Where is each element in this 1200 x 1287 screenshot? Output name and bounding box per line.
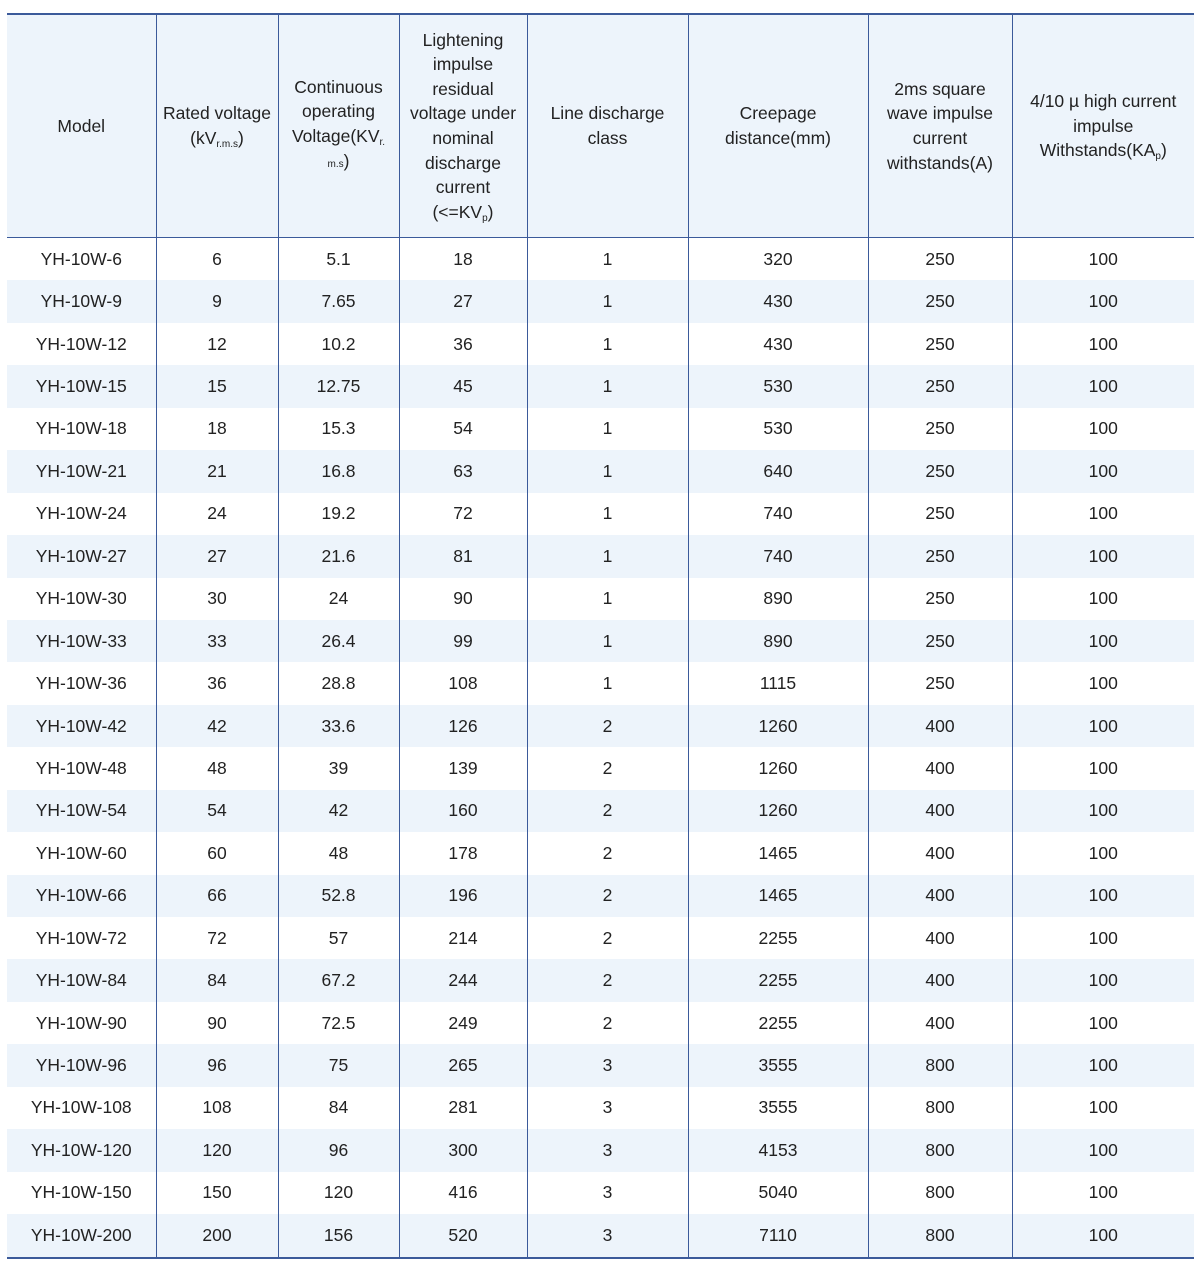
cell-creepage: 890	[688, 620, 868, 662]
cell-model: YH-10W-27	[35, 545, 127, 566]
cell-rated-voltage: 150	[156, 1172, 278, 1214]
cell-creepage: 430	[688, 323, 868, 365]
cell-high-current: 100	[1012, 959, 1194, 1001]
cell-high-current: 100	[1012, 238, 1194, 281]
cell-high-current: 100	[1012, 1214, 1194, 1257]
header-rated-voltage-sub: r.m.s	[216, 139, 239, 150]
cell-creepage: 530	[688, 365, 868, 407]
cell-discharge-class: 1	[527, 238, 688, 281]
cell-creepage: 4153	[688, 1129, 868, 1171]
table-row	[7, 1214, 1194, 1257]
cell-model: YH-10W-200	[30, 1224, 132, 1245]
cell-rated-voltage: 6	[156, 238, 278, 281]
cell-square-wave: 800	[868, 1087, 1012, 1129]
header-high-current-close: )	[1160, 140, 1167, 161]
cell-residual-voltage: 520	[399, 1214, 527, 1257]
table-row	[7, 832, 1194, 874]
cell-discharge-class: 1	[527, 450, 688, 492]
cell-square-wave: 400	[868, 832, 1012, 874]
cell-rated-voltage: 15	[156, 365, 278, 407]
cell-continuous-voltage: 26.4	[278, 620, 399, 662]
table-row	[7, 1087, 1194, 1129]
cell-high-current: 100	[1012, 1044, 1194, 1086]
header-discharge-class	[527, 14, 688, 238]
cell-continuous-voltage: 57	[278, 917, 399, 959]
table-row	[7, 620, 1194, 662]
cell-high-current: 100	[1012, 790, 1194, 832]
cell-residual-voltage: 18	[399, 238, 527, 281]
cell-rated-voltage: 60	[156, 832, 278, 874]
cell-creepage: 530	[688, 408, 868, 450]
cell-square-wave: 400	[868, 1002, 1012, 1044]
cell-residual-voltage: 81	[399, 535, 527, 577]
cell-model: YH-10W-108	[30, 1097, 132, 1118]
header-model	[7, 14, 156, 238]
cell-creepage: 640	[688, 450, 868, 492]
cell-residual-voltage: 99	[399, 620, 527, 662]
cell-residual-voltage: 160	[399, 790, 527, 832]
cell-square-wave: 250	[868, 578, 1012, 620]
cell-residual-voltage: 178	[399, 832, 527, 874]
cell-discharge-class: 3	[527, 1044, 688, 1086]
header-high-current-label: 4/10 µ high current impulse Withstands(KA	[1030, 91, 1177, 161]
cell-discharge-class: 2	[527, 917, 688, 959]
table-row	[7, 1044, 1194, 1086]
cell-discharge-class: 1	[527, 365, 688, 407]
header-creepage-label: Creepage distance(mm)	[725, 103, 831, 148]
cell-high-current: 100	[1012, 1087, 1194, 1129]
table-body	[7, 238, 1194, 1258]
cell-model: YH-10W-90	[35, 1012, 127, 1033]
header-continuous-voltage-sub: r.	[379, 137, 386, 148]
cell-square-wave: 250	[868, 323, 1012, 365]
cell-high-current: 100	[1012, 535, 1194, 577]
cell-square-wave: 250	[868, 620, 1012, 662]
cell-model: YH-10W-66	[35, 885, 127, 906]
cell-high-current: 100	[1012, 578, 1194, 620]
cell-continuous-voltage: 96	[278, 1129, 399, 1171]
cell-rated-voltage: 66	[156, 875, 278, 917]
table-row	[7, 747, 1194, 789]
header-continuous-voltage-sub2: m.s	[327, 158, 344, 170]
table-row	[7, 280, 1194, 322]
table-header	[7, 14, 1194, 238]
cell-continuous-voltage: 39	[278, 747, 399, 789]
cell-continuous-voltage: 24	[278, 578, 399, 620]
cell-discharge-class: 1	[527, 493, 688, 535]
cell-high-current: 100	[1012, 408, 1194, 450]
cell-model: YH-10W-60	[35, 842, 127, 863]
table-row	[7, 917, 1194, 959]
cell-creepage: 1465	[688, 832, 868, 874]
cell-model: YH-10W-42	[35, 715, 127, 736]
cell-model: YH-10W-30	[35, 588, 127, 609]
cell-rated-voltage: 33	[156, 620, 278, 662]
cell-rated-voltage: 200	[156, 1214, 278, 1257]
cell-discharge-class: 2	[527, 747, 688, 789]
cell-model: YH-10W-120	[30, 1139, 132, 1160]
cell-creepage: 1260	[688, 747, 868, 789]
cell-model: YH-10W-36	[35, 673, 127, 694]
cell-continuous-voltage: 156	[278, 1214, 399, 1257]
cell-continuous-voltage: 33.6	[278, 705, 399, 747]
cell-square-wave: 800	[868, 1172, 1012, 1214]
cell-square-wave: 400	[868, 705, 1012, 747]
cell-model: YH-10W-33	[35, 630, 127, 651]
cell-discharge-class: 1	[527, 662, 688, 704]
cell-continuous-voltage: 15.3	[278, 408, 399, 450]
cell-model: YH-10W-6	[40, 248, 122, 269]
cell-creepage: 2255	[688, 917, 868, 959]
cell-square-wave: 250	[868, 408, 1012, 450]
table-row	[7, 450, 1194, 492]
cell-creepage: 1465	[688, 875, 868, 917]
cell-creepage: 890	[688, 578, 868, 620]
cell-high-current: 100	[1012, 875, 1194, 917]
cell-high-current: 100	[1012, 917, 1194, 959]
cell-continuous-voltage: 19.2	[278, 493, 399, 535]
header-creepage	[688, 14, 868, 238]
header-continuous-voltage-close: )	[343, 150, 350, 171]
table-row	[7, 578, 1194, 620]
cell-high-current: 100	[1012, 1172, 1194, 1214]
cell-residual-voltage: 249	[399, 1002, 527, 1044]
cell-model: YH-10W-9	[40, 291, 122, 312]
cell-discharge-class: 1	[527, 280, 688, 322]
cell-square-wave: 400	[868, 747, 1012, 789]
cell-residual-voltage: 139	[399, 747, 527, 789]
cell-high-current: 100	[1012, 1002, 1194, 1044]
cell-high-current: 100	[1012, 1129, 1194, 1171]
cell-rated-voltage: 84	[156, 959, 278, 1001]
cell-square-wave: 250	[868, 493, 1012, 535]
cell-rated-voltage: 108	[156, 1087, 278, 1129]
cell-rated-voltage: 12	[156, 323, 278, 365]
cell-high-current: 100	[1012, 662, 1194, 704]
header-continuous-voltage	[278, 14, 399, 238]
table-row	[7, 705, 1194, 747]
cell-high-current: 100	[1012, 620, 1194, 662]
header-residual-voltage-label: Lightening impulse residual voltage under nominal discharge current (<=KV	[409, 29, 517, 222]
cell-discharge-class: 1	[527, 578, 688, 620]
cell-discharge-class: 2	[527, 790, 688, 832]
cell-model: YH-10W-84	[35, 970, 127, 991]
cell-model: YH-10W-48	[35, 757, 127, 778]
cell-discharge-class: 3	[527, 1214, 688, 1257]
cell-rated-voltage: 27	[156, 535, 278, 577]
cell-continuous-voltage: 42	[278, 790, 399, 832]
cell-continuous-voltage: 72.5	[278, 1002, 399, 1044]
cell-square-wave: 250	[868, 238, 1012, 281]
header-square-wave	[868, 14, 1012, 238]
table-row	[7, 238, 1194, 281]
cell-rated-voltage: 96	[156, 1044, 278, 1086]
header-high-current	[1012, 14, 1194, 238]
table-row	[7, 493, 1194, 535]
table-row	[7, 875, 1194, 917]
cell-creepage: 3555	[688, 1044, 868, 1086]
header-row	[7, 14, 1194, 238]
cell-square-wave: 400	[868, 959, 1012, 1001]
cell-rated-voltage: 9	[156, 280, 278, 322]
cell-residual-voltage: 300	[399, 1129, 527, 1171]
cell-discharge-class: 2	[527, 832, 688, 874]
table-row	[7, 1002, 1194, 1044]
cell-discharge-class: 3	[527, 1087, 688, 1129]
table-row	[7, 1172, 1194, 1214]
cell-high-current: 100	[1012, 747, 1194, 789]
cell-model: YH-10W-15	[35, 376, 127, 397]
cell-discharge-class: 1	[527, 408, 688, 450]
cell-square-wave: 800	[868, 1044, 1012, 1086]
cell-discharge-class: 2	[527, 959, 688, 1001]
cell-high-current: 100	[1012, 493, 1194, 535]
cell-model: YH-10W-150	[30, 1182, 132, 1203]
cell-residual-voltage: 45	[399, 365, 527, 407]
cell-continuous-voltage: 5.1	[278, 238, 399, 281]
table-row	[7, 790, 1194, 832]
header-rated-voltage	[156, 14, 278, 238]
cell-residual-voltage: 244	[399, 959, 527, 1001]
table-row	[7, 662, 1194, 704]
cell-square-wave: 400	[868, 917, 1012, 959]
cell-square-wave: 400	[868, 875, 1012, 917]
cell-high-current: 100	[1012, 280, 1194, 322]
cell-residual-voltage: 54	[399, 408, 527, 450]
cell-creepage: 7110	[688, 1214, 868, 1257]
header-residual-voltage-sub: p	[482, 212, 488, 224]
cell-residual-voltage: 214	[399, 917, 527, 959]
header-high-current-sub: p	[1155, 151, 1161, 163]
table-row	[7, 365, 1194, 407]
cell-square-wave: 250	[868, 450, 1012, 492]
cell-discharge-class: 2	[527, 875, 688, 917]
cell-rated-voltage: 72	[156, 917, 278, 959]
header-square-wave-label: 2ms square wave impulse current withstands(A)	[886, 78, 994, 173]
cell-high-current: 100	[1012, 705, 1194, 747]
cell-creepage: 5040	[688, 1172, 868, 1214]
cell-continuous-voltage: 75	[278, 1044, 399, 1086]
header-residual-voltage	[399, 14, 527, 238]
header-continuous-voltage-label: Continuous operating Voltage(KV	[291, 76, 383, 146]
cell-creepage: 3555	[688, 1087, 868, 1129]
cell-model: YH-10W-96	[35, 1055, 127, 1076]
cell-discharge-class: 3	[527, 1129, 688, 1171]
cell-residual-voltage: 90	[399, 578, 527, 620]
header-rated-voltage-label: Rated voltage (kV	[163, 103, 271, 148]
cell-high-current: 100	[1012, 450, 1194, 492]
cell-residual-voltage: 281	[399, 1087, 527, 1129]
cell-creepage: 1260	[688, 705, 868, 747]
cell-creepage: 1115	[688, 662, 868, 704]
cell-residual-voltage: 36	[399, 323, 527, 365]
cell-continuous-voltage: 84	[278, 1087, 399, 1129]
cell-creepage: 740	[688, 493, 868, 535]
cell-rated-voltage: 42	[156, 705, 278, 747]
header-residual-voltage-close: )	[487, 201, 494, 222]
cell-residual-voltage: 108	[399, 662, 527, 704]
cell-continuous-voltage: 67.2	[278, 959, 399, 1001]
cell-rated-voltage: 24	[156, 493, 278, 535]
cell-residual-voltage: 63	[399, 450, 527, 492]
cell-discharge-class: 1	[527, 620, 688, 662]
cell-rated-voltage: 36	[156, 662, 278, 704]
header-model-label: Model	[57, 115, 106, 136]
cell-square-wave: 800	[868, 1214, 1012, 1257]
cell-square-wave: 250	[868, 662, 1012, 704]
table-row	[7, 535, 1194, 577]
cell-residual-voltage: 265	[399, 1044, 527, 1086]
cell-square-wave: 250	[868, 280, 1012, 322]
cell-model: YH-10W-54	[35, 800, 127, 821]
cell-high-current: 100	[1012, 832, 1194, 874]
cell-creepage: 2255	[688, 1002, 868, 1044]
cell-continuous-voltage: 120	[278, 1172, 399, 1214]
cell-creepage: 320	[688, 238, 868, 281]
cell-creepage: 1260	[688, 790, 868, 832]
cell-high-current: 100	[1012, 365, 1194, 407]
cell-residual-voltage: 196	[399, 875, 527, 917]
spec-table-container	[7, 13, 1194, 1259]
header-rated-voltage-close: )	[238, 128, 244, 148]
table-row	[7, 959, 1194, 1001]
cell-model: YH-10W-21	[35, 460, 127, 481]
cell-discharge-class: 2	[527, 705, 688, 747]
header-discharge-class-label: Line discharge class	[550, 103, 665, 148]
cell-continuous-voltage: 28.8	[278, 662, 399, 704]
cell-continuous-voltage: 21.6	[278, 535, 399, 577]
cell-model: YH-10W-24	[35, 503, 127, 524]
cell-square-wave: 250	[868, 535, 1012, 577]
cell-square-wave: 800	[868, 1129, 1012, 1171]
arrester-spec-table	[7, 13, 1194, 1259]
cell-discharge-class: 1	[527, 535, 688, 577]
table-row	[7, 323, 1194, 365]
cell-rated-voltage: 21	[156, 450, 278, 492]
table-row	[7, 1129, 1194, 1171]
cell-creepage: 740	[688, 535, 868, 577]
table-row	[7, 408, 1194, 450]
cell-discharge-class: 1	[527, 323, 688, 365]
cell-creepage: 2255	[688, 959, 868, 1001]
cell-residual-voltage: 416	[399, 1172, 527, 1214]
cell-model: YH-10W-72	[35, 927, 127, 948]
cell-rated-voltage: 90	[156, 1002, 278, 1044]
cell-rated-voltage: 120	[156, 1129, 278, 1171]
cell-continuous-voltage: 16.8	[278, 450, 399, 492]
cell-residual-voltage: 72	[399, 493, 527, 535]
cell-square-wave: 400	[868, 790, 1012, 832]
cell-creepage: 430	[688, 280, 868, 322]
cell-continuous-voltage: 48	[278, 832, 399, 874]
cell-residual-voltage: 126	[399, 705, 527, 747]
cell-continuous-voltage: 52.8	[278, 875, 399, 917]
cell-square-wave: 250	[868, 365, 1012, 407]
cell-high-current: 100	[1012, 323, 1194, 365]
cell-discharge-class: 3	[527, 1172, 688, 1214]
cell-rated-voltage: 48	[156, 747, 278, 789]
cell-continuous-voltage: 10.2	[278, 323, 399, 365]
cell-continuous-voltage: 12.75	[278, 365, 399, 407]
cell-continuous-voltage: 7.65	[278, 280, 399, 322]
cell-discharge-class: 2	[527, 1002, 688, 1044]
cell-rated-voltage: 30	[156, 578, 278, 620]
cell-model: YH-10W-18	[35, 418, 127, 439]
cell-model: YH-10W-12	[35, 333, 127, 354]
cell-residual-voltage: 27	[399, 280, 527, 322]
cell-rated-voltage: 18	[156, 408, 278, 450]
cell-rated-voltage: 54	[156, 790, 278, 832]
